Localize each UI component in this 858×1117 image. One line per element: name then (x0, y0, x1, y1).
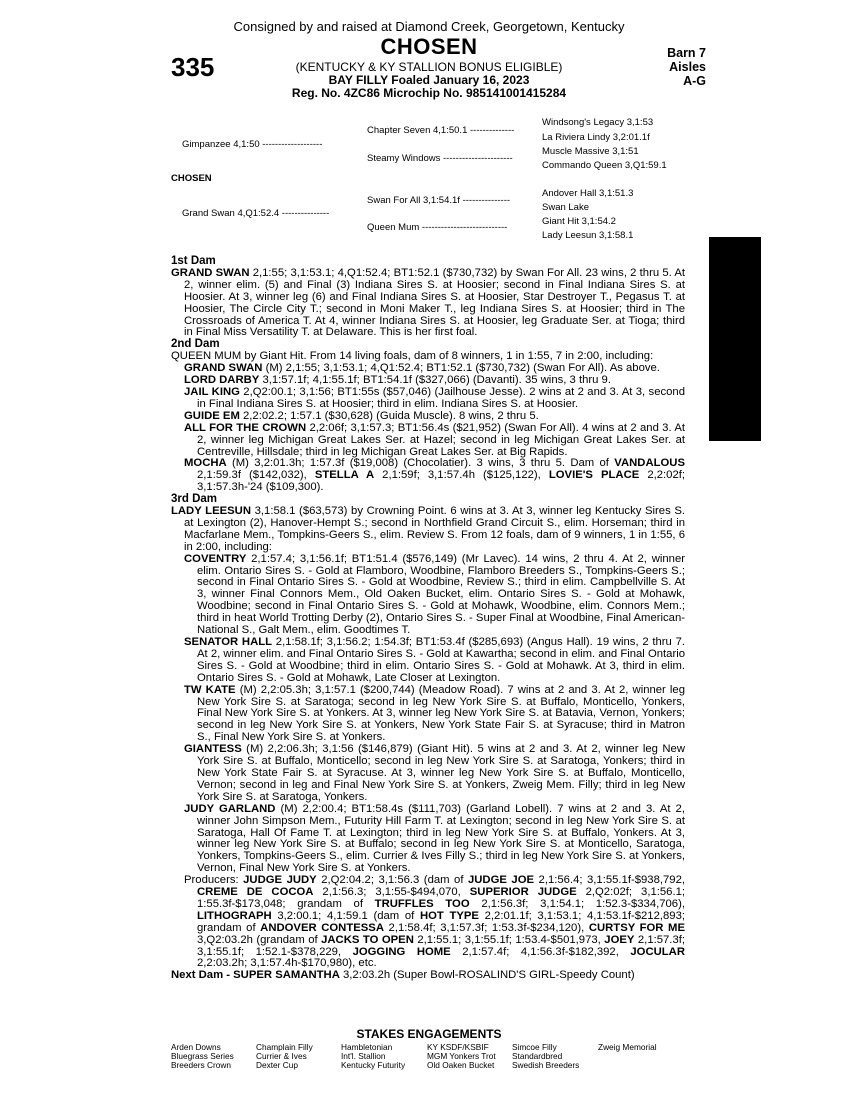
producer-name: SUPERIOR JUDGE (469, 886, 577, 899)
stakes-item: Currier & Ives (256, 1051, 307, 1061)
stakes-item: Int'l. Stallion (341, 1051, 386, 1061)
horse-name: CHOSEN (380, 34, 478, 59)
producer-text: 2,2:01.1f; 3,1:53.1; 4,1:53.1f-$212,893; grandam of (197, 909, 685, 934)
third-dam-text: 3,1:58.1 ($63,573) by Crowning Point. 6 wins at 3. At 3, winner leg Kentucky Sires S. at Lexington (2), Hanover-Hempt S.; second in Northfield Grand Circuit S., elim. Horseman; third in Macfarlane Mem., Tompkins-Geers S., elim. Review S. From 12 foals, dam of 9 winners, 1 in 1:55, 6 in 2:00, including: (184, 505, 686, 553)
first-dam-text: 2,1:55; 3,1:53.1; 4,Q1:52.4; BT1:52.1 ($730,732) by Swan For All. 23 wins, 2 thru 5. At 2, winner elim. (5) and Final (3) Indiana Sires S. at Hoosier; second in Final Indiana Sires S. at Hoosier. At 3, winner leg (6) and Final Indiana Sires S. at Hoosier, Star Destroyer T., Pegasus T. at Hoosier, The Circle City T.; second in Moni Maker T., leg Indiana Sires S. at Hoosier; third in The Crossroads of America T. At 4, winner Indiana Sires S. at Hoosier, leg Graduate Ser. at Tioga; third in Final Miss Versatility T. at Delaware. This is her first foal. (184, 266, 685, 339)
pedigree-dam-dam: Queen Mum --------------------------- (367, 222, 508, 233)
producer-text: 2,1:56.3; 3,1:55-$494,070, (313, 886, 470, 899)
producer-name: JUDGE JUDY (243, 874, 317, 887)
produce-name: LORD DARBY (184, 374, 260, 387)
producer-name: TRUFFLES TOO (374, 897, 470, 910)
stakes-item: Arden Downs (171, 1042, 221, 1052)
producer-text: 2,2:03.2h; 3,1:57.4h-$170,980), etc. (197, 957, 377, 970)
produce-item (171, 554, 685, 637)
pedigree-sire-dam: Steamy Windows ---------------------- (367, 153, 513, 164)
second-dam-heading: 2nd Dam (171, 338, 220, 351)
pedigree-dam: Grand Swan 4,Q1:52.4 --------------- (182, 208, 330, 219)
next-dam-text: 3,2:03.2h (Super Bowl-ROSALIND'S GIRL-Speedy Count) (339, 969, 635, 982)
producers-paragraph (171, 875, 685, 970)
stakes-item: Zweig Memorial (598, 1042, 657, 1052)
first-dam-paragraph (171, 268, 685, 339)
producer-name: LITHOGRAPH (197, 909, 272, 922)
stakes-item: Old Oaken Bucket (427, 1060, 495, 1070)
produce-offspring-name: STELLA A (314, 469, 375, 482)
second-dam-intro: QUEEN MUM by Giant Hit. From 14 living foals, dam of 8 winners, 1 in 1:55, 7 in 2:00, including: (171, 350, 654, 363)
producer-name: JOGGING HOME (352, 945, 451, 958)
pedigree-sire: Gimpanzee 4,1:50 ------------------- (182, 139, 323, 150)
producer-text: 2,1:56.4; 3,1:55.1f-$938,792, (534, 874, 685, 887)
pedigree-dd-sire: Giant Hit 3,1:54.2 (542, 216, 616, 227)
producer-name: ANDOVER CONTESSA (260, 921, 384, 934)
producer-text: 2,1:58.4f; 3,1:57.3f; 1:53.3f-$234,120), (383, 921, 589, 934)
produce-name: JAIL KING (184, 385, 240, 398)
producer-text: Producers: (184, 874, 244, 887)
pedigree-sd-dam: Commando Queen 3,Q1:59.1 (542, 160, 667, 171)
produce-item (171, 744, 685, 804)
produce-text: 2,Q2:00.1; 3,1:56; BT1:55s ($57,046) (Jailhouse Jesse). 2 wins at 2 and 3. At 3, second in Final Indiana Sires S. at Hoosier; third in elim. Indiana Sires S. at Hoosier. (197, 385, 685, 410)
produce-name: GUIDE EM (184, 409, 240, 422)
produce-item (171, 458, 685, 494)
stakes-item: Kentucky Futurity (341, 1060, 406, 1070)
registration-line: Reg. No. 4ZC86 Microchip No. 985141001415284 (291, 86, 567, 100)
barn-label: Barn 7 (667, 46, 706, 60)
produce-text: 2,1:59.3f ($142,032), (197, 469, 315, 482)
hip-number: 335 (171, 52, 215, 82)
producer-text: 3,Q2:03.2h (grandam of (197, 933, 322, 946)
next-dam-label: Next Dam - SUPER SAMANTHA (171, 969, 340, 982)
pedigree-horse: CHOSEN (171, 173, 212, 184)
producer-name: JOCULAR (630, 945, 685, 958)
pedigree-ds-dam: Swan Lake (542, 202, 590, 213)
produce-text: 2,1:58.1f; 3,1:56.2; 1:54.3f; BT1:53.4f ($285,693) (Angus Hall). 19 wins, 2 thru 7. At 2, winner elim. and Final Ontario Sires S. - Gold at Kawartha; second in elim. and Final Ontario Sires S. - Gold at Woodbine; third in elim. Ontario Sires S. - Gold at Mohawk. At 3, third in elim. Ontario Sires S. - Gold at Mohawk, Late Closer at Lexington. (197, 636, 685, 684)
stakes-item: Champlain Filly (256, 1042, 313, 1052)
stakes-item: Bluegrass Series (171, 1051, 234, 1061)
producer-name: HOT TYPE (419, 909, 479, 922)
aisles-range: A-G (683, 74, 706, 88)
pedigree-dam-sire: Swan For All 3,1:54.1f --------------- (367, 195, 511, 206)
third-dam-name: LADY LEESUN (171, 505, 251, 518)
aisles-label: Aisles (669, 60, 706, 74)
stakes-item: Dexter Cup (256, 1060, 298, 1070)
pedigree-ds-sire: Andover Hall 3,1:51.3 (542, 188, 634, 199)
redaction-block (709, 237, 761, 441)
producer-text: 2,1:56.3f; 3,1:54.1; 1:52.3-$334,706), (469, 897, 685, 910)
produce-text: (M) 2,1:55; 3,1:53.1; 4,Q1:52.4; BT1:52.1 ($730,732) (Swan For All). As above. (262, 362, 660, 375)
pedigree-ss-dam: La Riviera Lindy 3,2:01.1f (542, 132, 650, 143)
pedigree-sd-sire: Muscle Massive 3,1:51 (542, 146, 639, 157)
producer-text: 2,1:57.3f; 3,1:55.1f; 1:52.1-$378,229, (197, 933, 686, 958)
produce-text: (M) 2,2:05.3h; 3,1:57.1 ($200,744) (Meadow Road). 7 wins at 2 and 3. At 2, winner leg New York Sire S. at Saratoga; second in leg New York Sire S. at Buffalo, Monticello, Yonkers, Final New York Sire S. at Yonkers. At 3, winner leg New York Sire S. at Batavia, Vernon, Yonkers; second in leg New York Sire S. at Yonkers, New York State Fair S. at Syracuse; third in Matron S., Final New York Sire S. at Yonkers. (197, 683, 685, 744)
pedigree-sire-sire: Chapter Seven 4,1:50.1 -------------- (367, 125, 515, 136)
produce-text: 2,2:06f; 3,1:57.3; BT1:56.4s ($21,952) (Swan For All). 4 wins at 2 and 3. At 2, winner leg Michigan Great Lakes Ser. at Hazel; second in leg Michigan Great Lakes Ser. at Centreville, Hillsdale; third in leg Michigan Great Lakes Ser. at Big Rapids. (197, 421, 685, 458)
stakes-item: Simcoe Filly (512, 1042, 557, 1052)
producer-text: 2,1:57.4f; 4,1:56.3f-$182,392, (450, 945, 631, 958)
stakes-item: Hambletonian (341, 1042, 393, 1052)
produce-text: 2,1:57.4; 3,1:56.1f; BT1:51.4 ($576,149) (Mr Lavec). 14 wins, 2 thru 4. At 2, winner elim. Ontario Sires S. - Gold at Flamboro, Woodbine, Flamboro Breeders S., Tompkins-Geers S.; second in Final Ontario Sires S. - Gold at Woodbine, Review S.; third in elim. Campbellville S. At 3, winner Final Connors Mem., Old Oaken Bucket, elim. Ontario Sires S. - Gold at Mohawk, Woodbine; second in Final Ontario Sires S. - Gold at Mohawk, Woodbine, elim. Connors Mem.; third in heat World Trotting Derby (2), Ontario Sires S. - Super Final at Woodbine, Final American-National S., Galt Mem., elim. Goodtimes T. (197, 552, 685, 637)
produce-name: TW KATE (184, 683, 236, 696)
producer-text: 2,Q2:02f; 3,1:56.1; 1:55.3f-$173,048; grandam of (197, 886, 685, 910)
produce-name: GIANTESS (184, 743, 242, 756)
catalog-body (171, 256, 685, 982)
produce-text: 2,2:02.2; 1:57.1 ($30,628) (Guida Muscle). 8 wins, 2 thru 5. (239, 409, 539, 422)
next-dam-line (171, 970, 685, 982)
foaled-line: BAY FILLY Foaled January 16, 2023 (328, 73, 530, 87)
produce-name: JUDY GARLAND (184, 802, 276, 815)
produce-offspring-name: VANDALOUS (614, 457, 685, 470)
produce-text: (M) 2,2:00.4; BT1:58.4s ($111,703) (Garland Lobell). 7 wins at 2 and 3. At 2, winner John Simpson Mem., Futurity Hill Farm T. at Lexington; second in leg New York Sire S. at Saratoga, Hall Of Fame T. at Lexington; third in leg New York Sire S. at Buffalo, Yonkers. At 3, winner leg New York Sire S. at Buffalo; second in leg New York Sire S. at Monticello, Saratoga, Yonkers, Tompkins-Geers S., elim. Currier & Ives Filly S.; third in leg New York Sire S. at Yonkers, Vernon, Final New York Sire S. at Yonkers. (197, 802, 685, 875)
produce-text: (M) 2,2:06.3h; 3,1:56 ($146,879) (Giant Hit). 5 wins at 2 and 3. At 2, winner leg New York Sire S. at Buffalo, Monticello; second in leg New York Sire S. at Saratoga, Yonkers; third in New York State Fair S. at Syracuse. At 3, winner leg New York Sire S. at Buffalo, Monticello, Vernon; second in leg and Final New York Sire S. at Yonkers, Zweig Mem. Filly; third in leg New York Sire S. at Saratoga, Yonkers. (197, 743, 685, 803)
produce-item (171, 387, 685, 411)
stakes-item: Breeders Crown (171, 1060, 231, 1070)
produce-item (171, 804, 685, 875)
producer-name: CURTSY FOR ME (588, 921, 685, 934)
producer-text: 3,2:00.1; 4,1:59.1 (dam of (271, 909, 420, 922)
stakes-item: KY KSDF/KSBIF (427, 1042, 489, 1052)
bonus-eligibility: (KENTUCKY & KY STALLION BONUS ELIGIBLE) (295, 60, 563, 74)
produce-name: SENATOR HALL (184, 636, 273, 648)
producer-name: JUDGE JOE (467, 874, 535, 887)
produce-item (171, 423, 685, 459)
stakes-item: Standardbred (512, 1051, 563, 1061)
stakes-item: Swedish Breeders (512, 1060, 580, 1070)
produce-offspring-name: LOVIE'S PLACE (548, 469, 640, 482)
produce-name: ALL FOR THE CROWN (184, 421, 307, 434)
produce-name: MOCHA (184, 457, 227, 470)
produce-item (171, 637, 685, 685)
produce-text: 3,1:57.1f; 4,1:55.1f; BT1:54.1f ($327,066) (Davanti). 35 wins, 3 thru 9. (259, 374, 611, 387)
producer-name: JACKS TO OPEN (321, 933, 414, 946)
third-dam-paragraph (171, 506, 685, 554)
stakes-title: STAKES ENGAGEMENTS (356, 1027, 502, 1041)
produce-name: GRAND SWAN (184, 362, 263, 375)
consignor-line: Consigned by and raised at Diamond Creek, Georgetown, Kentucky (233, 19, 625, 34)
producer-text: 2,1:55.1; 3,1:55.1f; 1:53.4-$501,973, (413, 933, 605, 946)
producer-name: CREME DE COCOA (197, 886, 314, 899)
stakes-item: MGM Yonkers Trot (427, 1051, 496, 1061)
third-dam-heading: 3rd Dam (171, 493, 218, 506)
first-dam-name: GRAND SWAN (171, 266, 250, 279)
produce-text: 2,1:59f; 3,1:57.4h ($125,122), (374, 469, 549, 482)
producer-text: 2,Q2:04.2; 3,1:56.3 (dam of (316, 874, 468, 887)
pedigree-ss-sire: Windsong's Legacy 3,1:53 (542, 117, 654, 128)
produce-text: (M) 3,2:01.3h; 1:57.3f ($19,008) (Chocolatier). 3 wins, 3 thru 5. Dam of (226, 457, 615, 470)
produce-text: 2,2:02f; 3,1:57.3h-'24 ($109,300). (197, 469, 686, 494)
pedigree-dd-dam: Lady Leesun 3,1:58.1 (542, 230, 634, 241)
produce-name: COVENTRY (184, 552, 247, 565)
first-dam-heading: 1st Dam (171, 255, 216, 267)
producer-name: JOEY (604, 933, 635, 946)
produce-item (171, 685, 685, 745)
